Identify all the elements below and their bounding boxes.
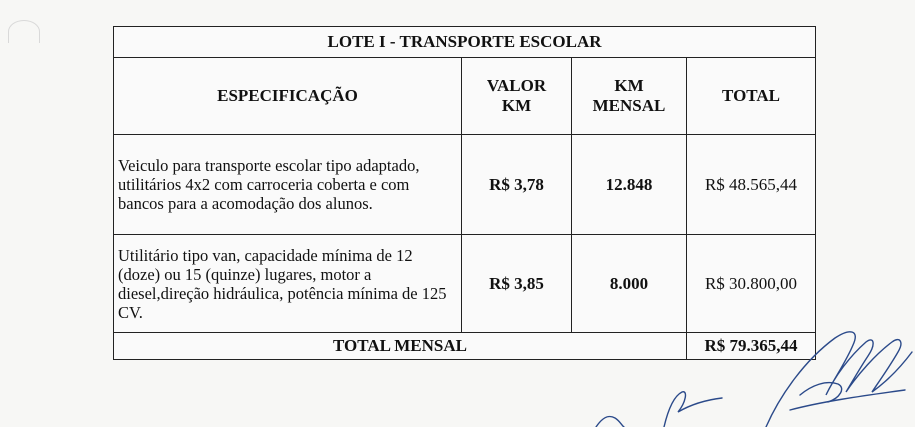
total-row xyxy=(114,333,816,360)
total-mensal-label: TOTAL MENSAL xyxy=(114,333,687,360)
table-title-row xyxy=(114,27,816,58)
header-km-mensal xyxy=(572,58,687,135)
header-km-mensal-line1: KM xyxy=(614,76,644,95)
header-valor-km xyxy=(462,58,572,135)
row-km-mensal: 8.000 xyxy=(572,235,687,333)
header-especificacao: ESPECIFICAÇÃO xyxy=(114,58,462,135)
header-valor-km-line2: KM xyxy=(501,96,532,115)
row-valor-km: R$ 3,85 xyxy=(462,235,572,333)
scan-smudge xyxy=(8,20,40,43)
header-total: TOTAL xyxy=(687,58,816,135)
table-row xyxy=(114,235,816,333)
row-total: R$ 30.800,00 xyxy=(687,235,816,333)
lote-table xyxy=(113,26,816,360)
total-mensal-value: R$ 79.365,44 xyxy=(687,333,816,360)
row-total: R$ 48.565,44 xyxy=(687,135,816,235)
row-specification: Utilitário tipo van, capacidade mínima de 12 (doze) ou 15 (quinze) lugares, motor a diesel,direção hidráulica, potência mínima de 125 CV. xyxy=(114,235,462,333)
table-header-row xyxy=(114,58,816,135)
table-title: LOTE I - TRANSPORTE ESCOLAR xyxy=(114,27,816,58)
header-km-mensal-line2: MENSAL xyxy=(592,96,666,115)
row-km-mensal: 12.848 xyxy=(572,135,687,235)
row-valor-km: R$ 3,78 xyxy=(462,135,572,235)
header-valor-km-line1: VALOR xyxy=(486,76,547,95)
row-specification: Veiculo para transporte escolar tipo adaptado, utilitários 4x2 com carroceria coberta e com bancos para a acomodação dos alunos. xyxy=(114,135,462,235)
table-row xyxy=(114,135,816,235)
